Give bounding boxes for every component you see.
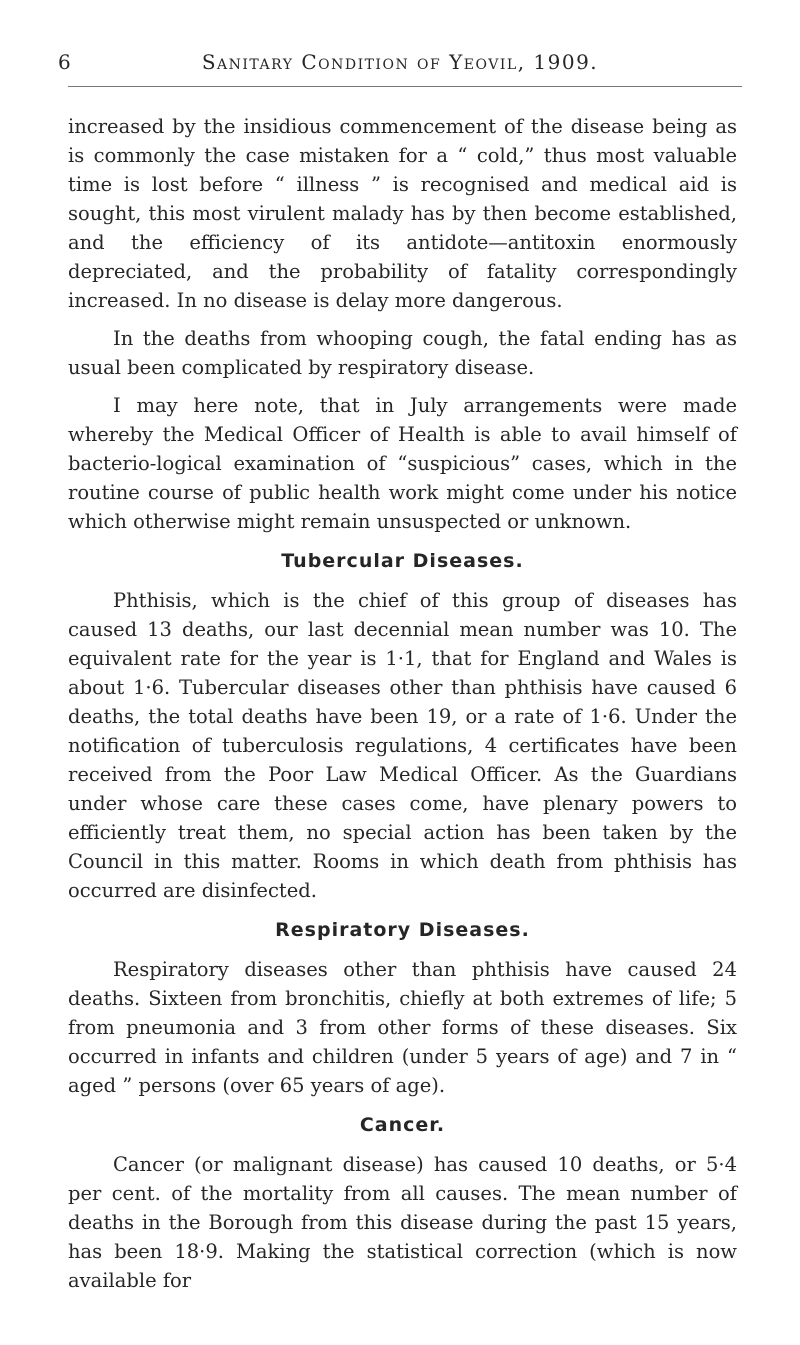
running-title: Sanitary Condition of Yeovil, 1909. (201, 50, 599, 74)
heading-cancer: Cancer. (359, 1114, 446, 1136)
paragraph-cancer: Cancer (or malignant disease) has caused 10 deaths, or 5·4 per cent. of the mortality from all causes. The mean number of deaths in the Borough from this disease during the past 15 years, has been 18·9. Making the statistical correction (which is now available for (68, 1153, 737, 1292)
paragraph-phthisis: Phthisis, which is the chief of this group of diseases has caused 13 deaths, our last decennial mean number was 10. The equivalent rate for the year is 1·1, that for England and Wales is about 1·6. Tubercular diseases other than phthisis have caused 6 deaths, the total deaths have been 19, or a rate of 1·6. Under the notification of tuberculosis regulations, 4 certificates have been received from the Poor Law Medical Officer. As the Guardians under whose care these cases come, have plenary powers to efficiently treat them, no special action has been taken by the Council in this matter. Rooms in which death from phthisis has occurred are disinfected. (68, 589, 737, 902)
running-header (58, 50, 742, 80)
heading-tubercular-diseases: Tubercular Diseases. (281, 550, 524, 572)
paragraph-whooping-cough: In the deaths from whooping cough, the fatal ending has as usual been complicated by respiratory disease. (68, 327, 737, 379)
page-body (68, 112, 737, 1304)
heading-respiratory-diseases: Respiratory Diseases. (275, 919, 530, 941)
header-rule (68, 86, 742, 87)
paragraph-continuation: increased by the insidious commencement of the disease being as is commonly the case mistaken for a “ cold,” thus most valuable time is lost before “ illness ” is recognised and medical aid is sought, this most virulent malady has by then become established, and the efficiency of its antidote—antitoxin enormously depreciated, and the probability of fatality correspondingly increased. In no disease is delay more dangerous. (68, 115, 737, 312)
paragraph-respiratory: Respiratory diseases other than phthisis have caused 24 deaths. Sixteen from bronchitis, chiefly at both extremes of life; 5 from pneumonia and 3 from other forms of these diseases. Six occurred in infants and children (under 5 years of age) and 7 in “ aged ” persons (over 65 years of age). (68, 958, 737, 1097)
page-number: 6 (58, 50, 71, 74)
paragraph-bacteriological-examination: I may here note, that in July arrangements were made whereby the Medical Officer of Health is able to avail himself of bacterio-logical examination of “suspicious” cases, which in the routine course of public health work might come under his notice which otherwise might remain unsuspected or unknown. (68, 394, 737, 533)
